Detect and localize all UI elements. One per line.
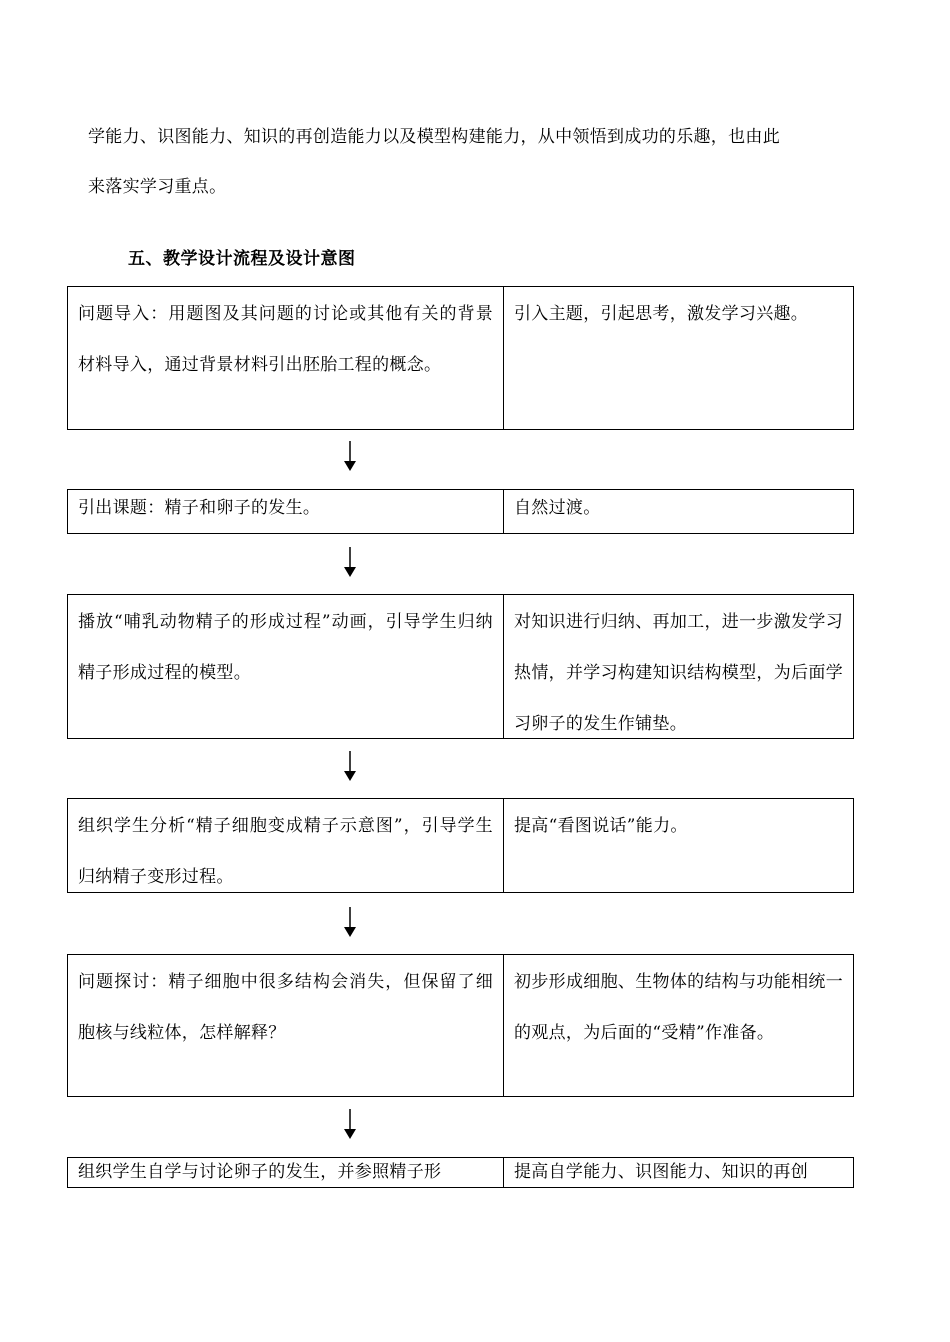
intro-paragraph-line1: 学能力、识图能力、知识的再创造能力以及模型构建能力，从中领悟到成功的乐趣，也由此: [88, 127, 780, 147]
section-heading: 五、教学设计流程及设计意图: [128, 249, 356, 269]
down-arrow-icon: [341, 1109, 359, 1139]
flow-step-5: [67, 954, 854, 1097]
flow-step-6: [67, 1157, 854, 1188]
flow-step-intent: 提高“看图说话”能力。: [514, 816, 688, 836]
flow-step-intent: 提高自学能力、识图能力、知识的再创: [514, 1162, 809, 1182]
down-arrow-icon: [341, 441, 359, 471]
flow-step-intent: 对知识进行归纳、再加工，进一步激发学习热情，并学习构建知识结构模型，为后面学习卵子的发生作铺垫。: [514, 612, 843, 734]
flow-step-4: [67, 798, 854, 893]
flow-step-activity: 问题导入：用题图及其问题的讨论或其他有关的背景材料导入，通过背景材料引出胚胎工程的概念。: [68, 287, 504, 429]
intro-paragraph-line2: 来落实学习重点。: [88, 177, 227, 197]
flow-step-intent: 引入主题，引起思考，激发学习兴趣。: [514, 304, 809, 324]
down-arrow-icon: [341, 751, 359, 781]
flow-step-1: [67, 286, 854, 430]
flow-step-intent: 自然过渡。: [514, 498, 601, 518]
flow-step-activity: 问题探讨：精子细胞中很多结构会消失，但保留了细胞核与线粒体，怎样解释？: [68, 955, 504, 1096]
down-arrow-icon: [341, 547, 359, 577]
flow-step-intent: 初步形成细胞、生物体的结构与功能相统一的观点，为后面的“受精”作准备。: [514, 972, 843, 1043]
flow-step-activity: 组织学生分析“精子细胞变成精子示意图”，引导学生归纳精子变形过程。: [68, 799, 504, 892]
flow-step-activity: 组织学生自学与讨论卵子的发生，并参照精子形: [68, 1158, 504, 1187]
flow-step-activity: 播放“哺乳动物精子的形成过程”动画，引导学生归纳精子形成过程的模型。: [68, 595, 504, 738]
flow-step-2: [67, 489, 854, 534]
flow-step-activity: 引出课题：精子和卵子的发生。: [68, 490, 504, 533]
flow-step-3: [67, 594, 854, 739]
down-arrow-icon: [341, 907, 359, 937]
